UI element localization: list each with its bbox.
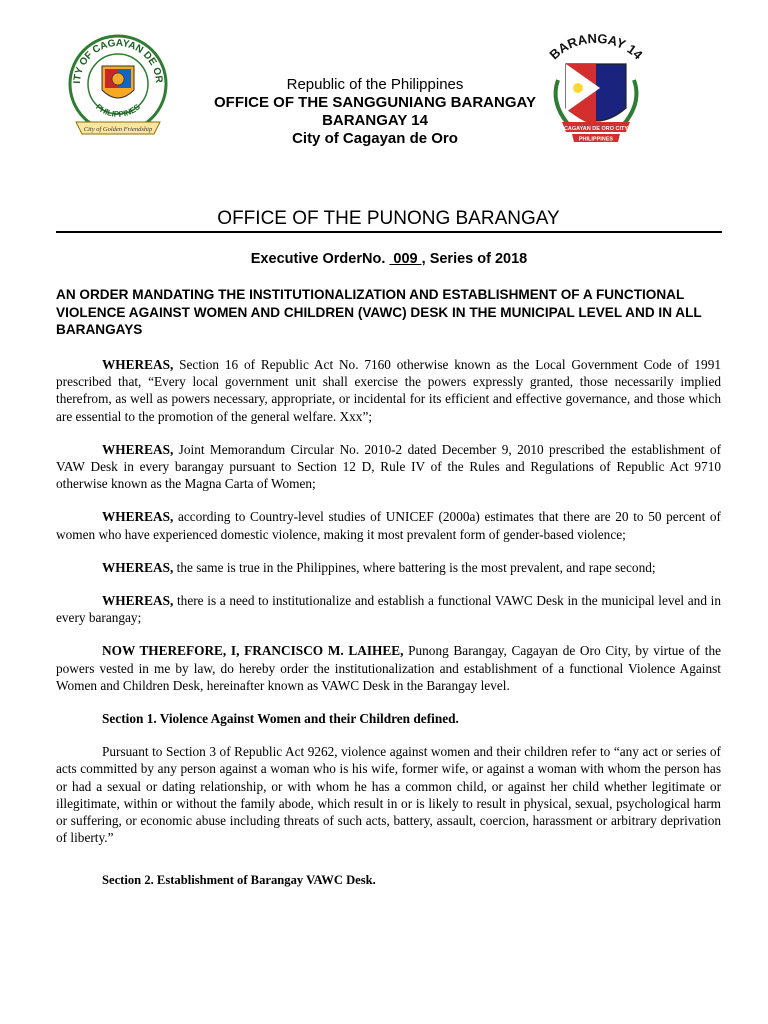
office-title: OFFICE OF THE PUNONG BARANGAY [217, 208, 560, 229]
eo-number: 009 , [389, 251, 426, 267]
section-1-text: Pursuant to Section 3 of Republic Act 9262, violence against women and their children refer to “any act or series of acts committed by any person against a woman who is his wife, former wife, or against a woman with whom the person has or had a sexual or dating relationship, or with whom he has a common child, or against her child whether legitimate or illegitimate, within or without the family abode, which result in or is likely to result in physical, sexual, psychological harm or suffering, or economic abuse including threats of such acts, battery, assault, coercion, harassment or arbitrary deprivation of liberty.” [56, 744, 721, 846]
now-therefore-paragraph: NOW THEREFORE, I, FRANCISCO M. LAIHEE, Punong Barangay, Cagayan de Oro City, by virtue of the powers vested in me by law, do hereby order the institutionalization and establishment of a functional Violence Against Women and Children Desk, hereinafter known as VAWC Desk in the Barangay level. [56, 643, 721, 693]
barangay-seal-icon [540, 30, 652, 150]
whereas-paragraph: WHEREAS, Joint Memorandum Circular No. 2010-2 dated December 9, 2010 prescribed the establishment of VAW Desk in every barangay pursuant to Section 12 D, Rule IV of the Rules and Regulations of Republic Act 9710 otherwise known as the Magna Carta of Women; [56, 441, 721, 492]
whereas-paragraph: WHEREAS, there is a need to institutionalize and establish a functional VAWC Desk in the municipal level and in every barangay; [56, 593, 721, 626]
republic-line: Republic of the Philippines [286, 76, 464, 93]
section-2-heading: Section 2. Establishment of Barangay VAWC Desk. [102, 873, 376, 888]
eo-series: Series of 2018 [429, 251, 528, 267]
whereas-paragraph: WHEREAS, according to Country-level studies of UNICEF (2000a) estimates that there are 20 to 50 percent of women who have experienced domestic violence, making it most prevalent form of gender-based violence; [56, 509, 721, 542]
seal2-top-text: BARANGAY 14 [546, 30, 646, 63]
letterhead [190, 76, 560, 148]
order-title: AN ORDER MANDATING THE INSTITUTIONALIZATION AND ESTABLISHMENT OF A FUNCTIONAL VIOLENCE AGAINST WOMEN AND CHILDREN (VAWC) DESK IN THE MUNICIPAL LEVEL AND IN ALL BARANGAYS [56, 287, 702, 337]
seal2-bottom-text: PHILIPPINES [578, 136, 614, 143]
whereas-paragraph: WHEREAS, Section 16 of Republic Act No. 7160 otherwise known as the Local Government Code of 1991 prescribed that, “Every local government unit shall exercise the powers expressly granted, those necessarily implied therefrom, as well as powers necessary, appropriate, or incidental for its efficient and effective governance, and those which are essential to the promotion of the general welfare. Xxx”; [56, 357, 721, 424]
city-line: City of Cagayan de Oro [292, 130, 458, 147]
document-body [56, 356, 721, 906]
section-1-heading: Section 1. Violence Against Women and their Children defined. [102, 711, 459, 727]
seal-ribbon-text: City of Golden Friendship [83, 126, 153, 133]
whereas-paragraph: WHEREAS, the same is true in the Philippines, where battering is the most prevalent, and rape second; [102, 559, 656, 575]
eo-prefix: Executive OrderNo. [250, 251, 386, 267]
header-divider [56, 231, 722, 233]
seal-top-text: ITY OF CAGAYAN DE OR [71, 37, 165, 84]
executive-order-line [0, 251, 768, 267]
office-line: OFFICE OF THE SANGGUNIANG BARANGAY [214, 94, 536, 111]
city-seal-icon [66, 30, 170, 142]
barangay-line: BARANGAY 14 [322, 112, 428, 129]
seal-bottom-text: PHILIPPINES [94, 102, 142, 119]
seal2-ribbon-text: CAGAYAN DE ORO CITY [563, 126, 629, 132]
